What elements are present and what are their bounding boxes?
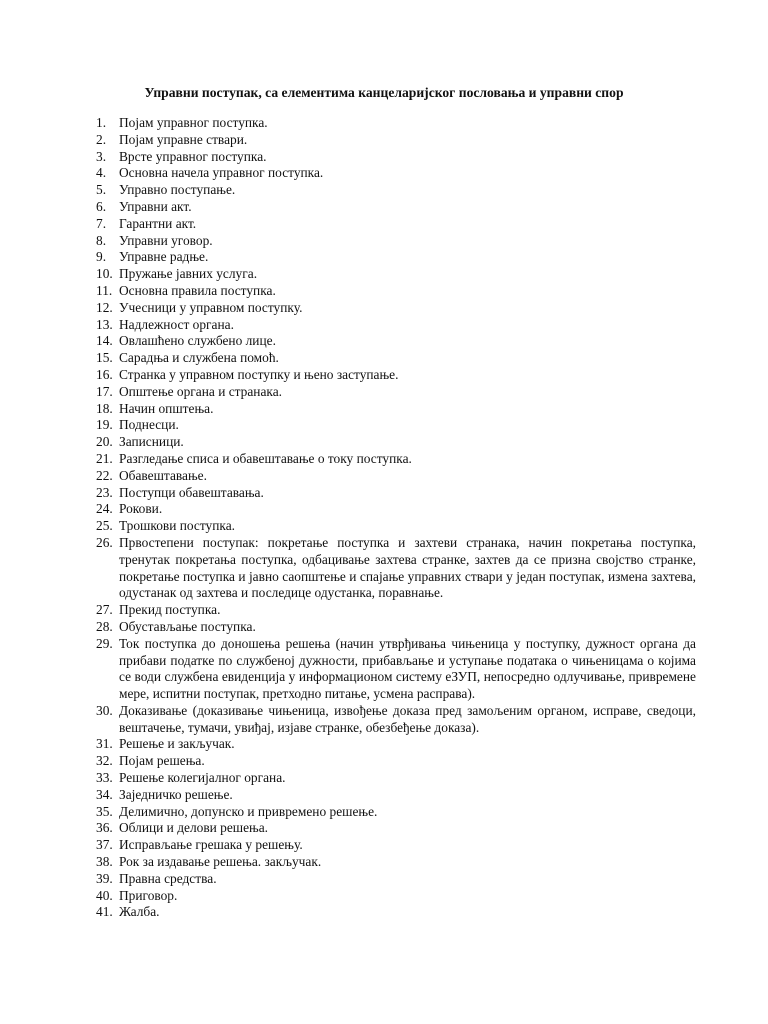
list-item-text: Појам управне ствари.: [119, 131, 248, 147]
list-item-text: Облици и делови решења.: [119, 820, 269, 836]
list-item-text: Заједничко решење.: [119, 786, 233, 802]
list-item-text: Разгледање списа и обавештавање о току поступка.: [119, 450, 412, 466]
list-item-text: Овлашћено службено лице.: [119, 333, 276, 349]
list-item-text: Записници.: [119, 434, 184, 450]
list-item-text: Управно поступање.: [119, 182, 236, 198]
list-item-text: Учесници у управном поступку.: [119, 299, 303, 315]
list-item-text: Решење и закључак.: [119, 736, 235, 752]
list-item: [96, 165, 696, 182]
topic-list: [96, 115, 696, 921]
list-item-number: 5.: [96, 182, 107, 198]
list-item-number: 28.: [96, 618, 113, 634]
list-item-number: 6.: [96, 198, 107, 214]
list-item: [96, 300, 696, 317]
list-item-number: 25.: [96, 518, 113, 534]
list-item: [96, 182, 696, 199]
list-item-number: 39.: [96, 870, 113, 886]
list-item-text: Трошкови поступка.: [119, 518, 235, 534]
list-item-number: 27.: [96, 602, 113, 618]
list-item-number: 17.: [96, 383, 113, 399]
list-item: [96, 115, 696, 132]
list-item-number: 2.: [96, 131, 107, 147]
list-item-text: Приговор.: [119, 887, 178, 903]
list-item-text: Рокови.: [119, 501, 163, 517]
list-item-text: Општење органа и странака.: [119, 383, 283, 399]
list-item: [96, 384, 696, 401]
list-item-number: 41.: [96, 904, 113, 920]
list-item: [96, 317, 696, 334]
list-item: [96, 871, 696, 888]
list-item-number: 24.: [96, 501, 113, 517]
list-item-text: Гарантни акт.: [119, 215, 197, 231]
list-item-text: Појам решења.: [119, 753, 205, 769]
list-item: [96, 216, 696, 233]
list-item-text: Обустављање поступка.: [119, 618, 256, 634]
list-item: [96, 149, 696, 166]
list-item-number: 40.: [96, 887, 113, 903]
list-item-text: Исправљање грешака у решењу.: [119, 837, 303, 853]
list-item-number: 15.: [96, 350, 113, 366]
list-item-text: Рок за издавање решења. закључак.: [119, 854, 322, 870]
list-item-text: Правна средства.: [119, 870, 217, 886]
list-item-number: 34.: [96, 786, 113, 802]
list-item-number: 18.: [96, 400, 113, 416]
list-item-text: Првостепени поступак: покретање поступка и захтеви странака, начин покретања поступка, тренутак покретања поступка, одбацивање захтева странке, захтев да се призна својство странке, покретање поступка и јавно саопштење и спајање управних ствари у један поступак, измена захтева, одустанак од захтева и последице одустанка, поравнање.: [119, 534, 696, 601]
list-item: [96, 249, 696, 266]
document-title: Управни поступак, са елементима канцеларијског пословања и управни спор: [144, 85, 624, 100]
list-item: [96, 283, 696, 300]
list-item: [96, 636, 696, 703]
list-item: [96, 736, 696, 753]
list-item-text: Врсте управног поступка.: [119, 148, 267, 164]
list-item-text: Начин општења.: [119, 400, 214, 416]
list-item: [96, 837, 696, 854]
list-item-number: 31.: [96, 736, 113, 752]
list-item-text: Основна правила поступка.: [119, 282, 276, 298]
list-item: [96, 753, 696, 770]
list-item-text: Странка у управном поступку и њено заступање.: [119, 366, 399, 382]
list-item: [96, 132, 696, 149]
list-item-number: 1.: [96, 115, 107, 130]
list-item-text: Поднесци.: [119, 417, 179, 433]
list-item: [96, 468, 696, 485]
list-item-text: Управне радње.: [119, 249, 209, 265]
list-item-text: Решење колегијалног органа.: [119, 770, 286, 786]
list-item: [96, 904, 696, 921]
list-item-number: 20.: [96, 434, 113, 450]
list-item-number: 23.: [96, 484, 113, 500]
list-item-number: 22.: [96, 467, 113, 483]
list-item-number: 38.: [96, 854, 113, 870]
list-item: [96, 888, 696, 905]
list-item: [96, 233, 696, 250]
list-item-text: Управни акт.: [119, 198, 192, 214]
list-item-number: 10.: [96, 266, 113, 282]
list-item-number: 35.: [96, 803, 113, 819]
list-item-number: 29.: [96, 635, 113, 651]
list-item: [96, 518, 696, 535]
list-item-number: 16.: [96, 366, 113, 382]
list-item-number: 8.: [96, 232, 107, 248]
list-item: [96, 401, 696, 418]
list-item-number: 21.: [96, 450, 113, 466]
list-item-number: 12.: [96, 299, 113, 315]
list-item-number: 30.: [96, 702, 113, 718]
list-item-text: Поступци обавештавања.: [119, 484, 264, 500]
list-item-number: 7.: [96, 215, 107, 231]
list-item-number: 14.: [96, 333, 113, 349]
list-item: [96, 787, 696, 804]
list-item: [96, 367, 696, 384]
list-item: [96, 804, 696, 821]
list-item: [96, 619, 696, 636]
list-item-text: Основна начела управног поступка.: [119, 165, 324, 181]
list-item-number: 26.: [96, 534, 113, 550]
list-item-text: Надлежност органа.: [119, 316, 234, 332]
list-item: [96, 602, 696, 619]
list-item: [96, 854, 696, 871]
list-item: [96, 333, 696, 350]
list-item-number: 36.: [96, 820, 113, 836]
list-item-text: Жалба.: [119, 904, 160, 920]
list-item-number: 9.: [96, 249, 107, 265]
list-item-number: 3.: [96, 148, 107, 164]
list-item: [96, 451, 696, 468]
list-item-text: Обавештавање.: [119, 467, 207, 483]
list-item-number: 33.: [96, 770, 113, 786]
list-item: [96, 501, 696, 518]
list-item-number: 37.: [96, 837, 113, 853]
list-item-text: Делимично, допунско и привремено решење.: [119, 803, 378, 819]
list-item: [96, 485, 696, 502]
list-item: [96, 535, 696, 602]
list-item: [96, 703, 696, 737]
list-item: [96, 770, 696, 787]
list-item: [96, 266, 696, 283]
list-item-text: Појам управног поступка.: [119, 115, 268, 130]
list-item-text: Пружање јавних услуга.: [119, 266, 258, 282]
list-item: [96, 199, 696, 216]
list-item-text: Сарадња и службена помоћ.: [119, 350, 279, 366]
list-item-number: 13.: [96, 316, 113, 332]
list-item-number: 11.: [96, 282, 113, 298]
list-item: [96, 820, 696, 837]
list-item: [96, 434, 696, 451]
list-item-number: 19.: [96, 417, 113, 433]
list-item-text: Прекид поступка.: [119, 602, 221, 618]
list-item-text: Управни уговор.: [119, 232, 213, 248]
list-item-number: 4.: [96, 165, 107, 181]
list-item: [96, 417, 696, 434]
list-item-number: 32.: [96, 753, 113, 769]
list-item-text: Ток поступка до доношења решења (начин утврђивања чињеница у поступку, дужност органа да прибави податке по службеној дужности, прибављање и уступање података о чињеницама о којима се води службена евиденција у информационом систему еЗУП, непосредно одлучивање, привремене мере, испитни поступак, претходно питање, усмена расправа).: [119, 635, 696, 702]
list-item-text: Доказивање (доказивање чињеница, извођење доказа пред замољеним органом, исправе, сведоци, вештачење, тумачи, увиђај, изјаве странке, обезбеђење доказа).: [119, 702, 696, 735]
list-item: [96, 350, 696, 367]
